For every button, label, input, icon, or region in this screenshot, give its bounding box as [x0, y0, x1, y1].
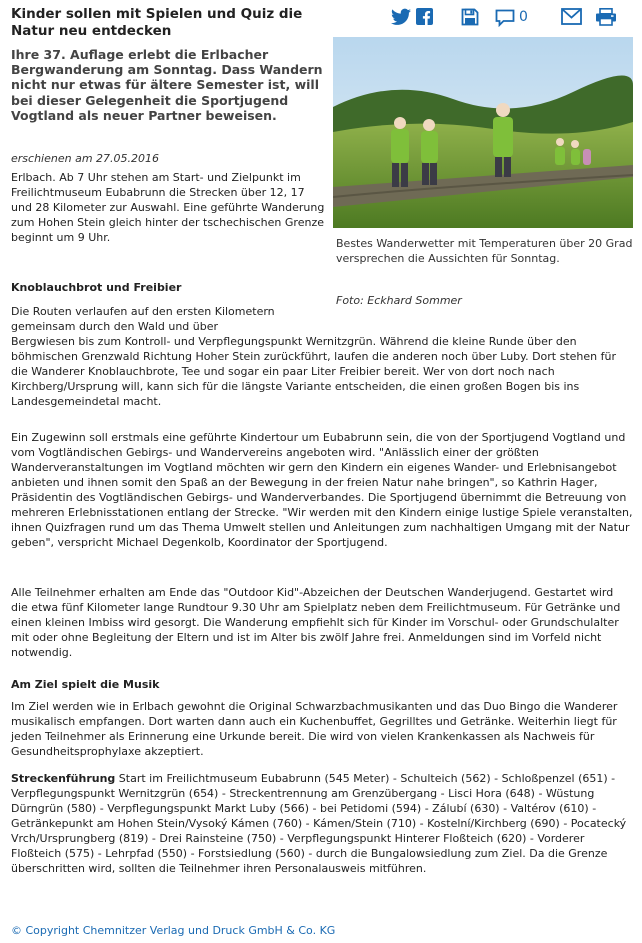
email-share-button[interactable]	[561, 8, 582, 28]
share-toolbar	[391, 8, 633, 30]
route-text: Start im Freilichtmuseum Eubabrunn (545 Meter) - Schulteich (562) - Schloßpenzel (651) - Verpflegungspunkt Wernitzgrün (654) - Streckentrennung am Grenzübergang - Lisci Hora (648) - Wüstung Dürngrün (580) - Verpflegungspunkt Markt Luby (566) - bei Petidomi (594) - Zálubí (630) - Valtérov (610) - Getränkepunkt am Hohen Stein/Vysoký Kámen (760) - Kámen/Stein (710) - Kostelní/Kirchberg (690) - Pocatecký Vrch/Ursprungberg (819) - Drei Rainsteine (750) - Verpflegungspunkt Hinterer Floßteich (620) - Vorderer Floßteich (575) - Lehrpfad (550) - Forstsiedlung (560) - durch die Bungalowsiedlung zum Ziel. Da die Grenze überschritten wird, sollten die Teilnehmer ihren Personalausweis mitführen.	[11, 772, 627, 875]
subheading-1: Knoblauchbrot und Freibier	[11, 281, 182, 294]
photo-credit: Foto: Eckhard Sommer	[336, 294, 462, 307]
article-title: Kinder sollen mit Spielen und Quiz die Natur neu entdecken	[11, 6, 303, 39]
twitter-icon	[391, 8, 411, 26]
twitter-share-button[interactable]	[391, 8, 411, 28]
paragraph-3: Ein Zugewinn soll erstmals eine geführte Kindertour um Eubabrunn sein, die von der Sportjugend Vogtland und vom Vogtländischen Gebirgs- und Wandervereins angeboten wird. "Anlässlich einer der größten Wanderveranstaltungen im Vogtland möchten wir gern den Kindern ein eigenes Wander- und Erlebnisangebot anbieten und ihnen somit den Spaß an der Bewegung in der freien Natur nahe bringen", so Kathrin Hager, Präsidentin des Vogtländischen Gebirgs- und Wanderverbandes. Die Sportjugend übernimmt die Betreuung von mehreren Erlebnisstationen entlang der Strecke. "Wir werden mit den Kindern einige lustige Spiele veranstalten, ihnen Quizfragen rund um das Thema Umwelt stellen und Anleitungen zum nachhaltigen Umgang mit der Natur geben", verspricht Michael Degenkolb, Koordinator der Sportjugend.	[11, 431, 633, 549]
facebook-icon	[416, 8, 433, 25]
article-photo[interactable]	[333, 37, 633, 228]
paragraph-1: Erlbach. Ab 7 Uhr stehen am Start- und Zielpunkt im Freilichtmuseum Eubabrunn die Strecken über 12, 17 und 28 Kilometer zur Auswahl. Eine geführte Wanderung zum Hohen Stein gleich hinter der tschechischen Grenze beginnt um 9 Uhr.	[11, 171, 325, 244]
print-button[interactable]	[595, 8, 617, 28]
comment-count: 0	[519, 9, 528, 25]
print-icon	[595, 8, 617, 26]
article-lead: Ihre 37. Auflage erlebt die Erlbacher Bergwanderung am Sonntag. Dass Wandern nicht nur etwas für ältere Semester ist, will bei dieser Gelegenheit die Sportjugend Vogtland als neuer Partner beweisen.	[11, 47, 323, 123]
photo-caption: Bestes Wanderwetter mit Temperaturen über 20 Grad versprechen die Aussichten für Sonntag.	[336, 237, 633, 265]
route-label: Streckenführung	[11, 772, 116, 785]
hikers-photo-image	[333, 37, 633, 228]
copyright-link[interactable]: © Copyright Chemnitzer Verlag und Druck GmbH & Co. KG	[11, 924, 336, 937]
paragraph-2b: Bergwiesen bis zum Kontroll- und Verpflegungspunkt Wernitzgrün. Während die kleine Runde über den böhmischen Grenzwald Richtung Hoher Stein zurückführt, laufen die anderen noch über Luby. Dort stehen für die Wanderer Knoblauchbrote, Tee und sogar ein paar Liter Freibier bereit. Wer von dort noch nach Kirchberg/Ursprung will, kann sich für die längste Variante entscheiden, die einen großen Bogen bis ins Landesgemeindetal macht.	[11, 335, 616, 408]
facebook-share-button[interactable]	[416, 8, 433, 28]
save-article-button[interactable]	[461, 8, 479, 28]
route-paragraph	[11, 771, 633, 876]
email-icon	[561, 8, 582, 25]
publish-date: erschienen am 27.05.2016	[11, 152, 160, 165]
comments-button[interactable]	[495, 8, 535, 28]
comment-icon	[495, 9, 515, 27]
paragraph-5: Im Ziel werden wie in Erlbach gewohnt die Original Schwarzbachmusikanten und das Duo Bingo die Wanderer musikalisch empfangen. Dort warten dann auch ein Kuchenbuffet, Gegrilltes und Getränke. Weiterhin liegt für jeden Teilnehmer als Erinnerung eine Urkunde bereit. Die wird von vielen Krankenkassen als Nachweis für Gesundheitsprophylaxe akzeptiert.	[11, 700, 618, 758]
paragraph-2a: Die Routen verlaufen auf den ersten Kilometern gemeinsam durch den Wald und über	[11, 305, 275, 333]
paragraph-4: Alle Teilnehmer erhalten am Ende das "Outdoor Kid"-Abzeichen der Deutschen Wanderjugend. Gestartet wird die etwa fünf Kilometer lange Rundtour 9.30 Uhr am Spielplatz neben dem Freilichtmuseum. Für Getränke und einen kleinen Imbiss wird gesorgt. Die Wanderung empfiehlt sich für Kinder im Vorschul- oder Grundschulalter mit oder ohne Begleitung der Eltern und ist im Alter bis zwölf Jahre frei. Anmeldungen sind im Vorfeld nicht notwendig.	[11, 586, 621, 659]
subheading-2: Am Ziel spielt die Musik	[11, 678, 160, 691]
save-icon	[461, 8, 479, 26]
